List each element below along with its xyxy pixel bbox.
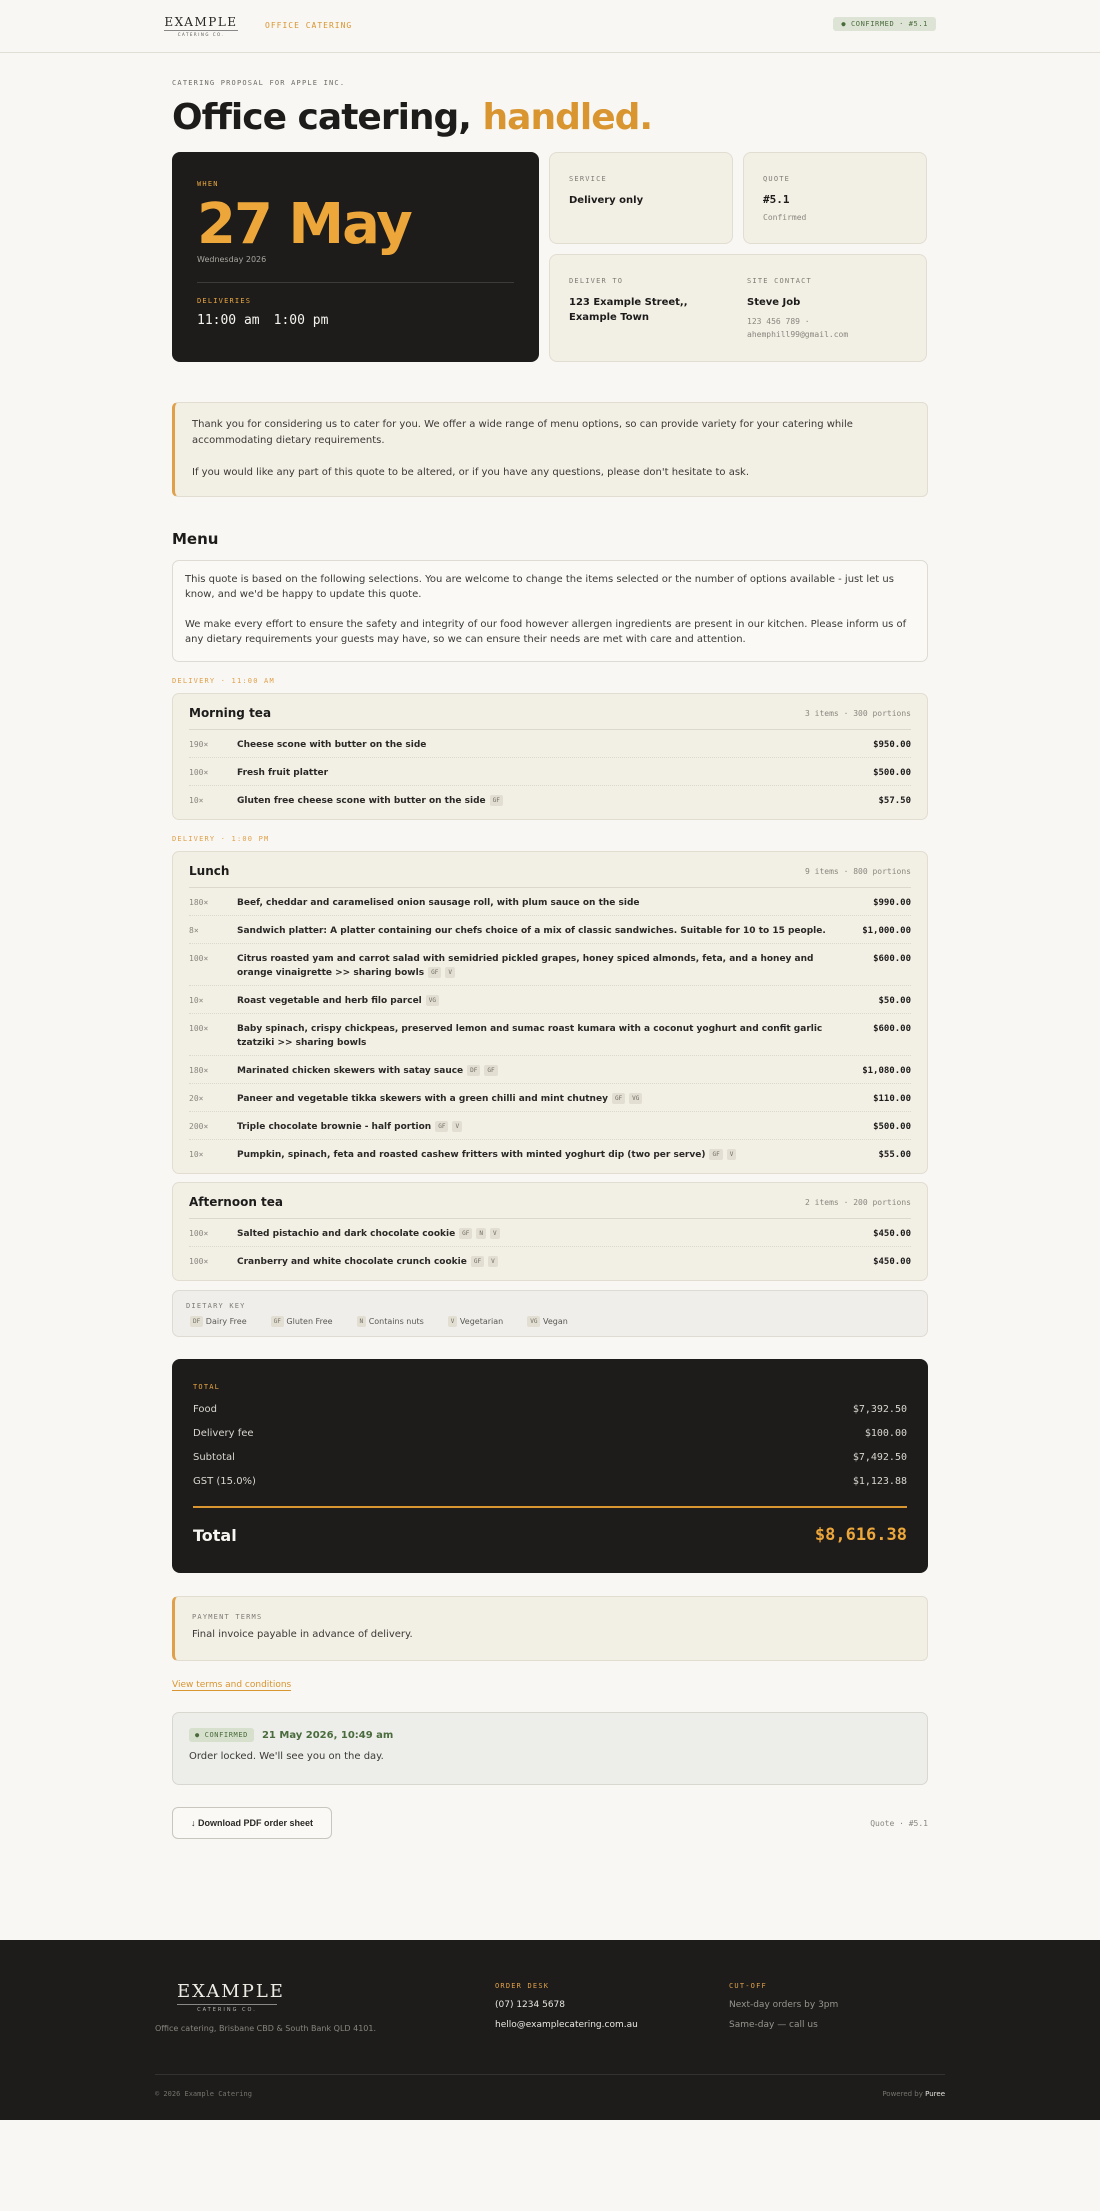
item-price: $500.00	[873, 768, 911, 778]
group-header	[189, 706, 911, 730]
dietary-tag: DF	[190, 1316, 203, 1327]
order-desk-label: ORDER DESK	[495, 1982, 550, 1990]
item-price: $57.50	[878, 796, 911, 806]
item-price: $55.00	[878, 1150, 911, 1160]
terms-link[interactable]: View terms and conditions	[172, 1680, 292, 1690]
dietary-tag: GF	[435, 1121, 448, 1132]
footer-logo-subline: CATERING CO.	[177, 2004, 277, 2013]
top-bar	[0, 0, 1100, 53]
quote-reference: Quote · #5.1	[870, 1818, 928, 1828]
item-name: Pumpkin, spinach, feta and roasted cashew fritters with minted yoghurt dip (two per serve)	[237, 1150, 706, 1160]
intro-message	[172, 402, 928, 497]
powered-by	[882, 2090, 945, 2098]
intro-paragraph: If you would like any part of this quote to be altered, or if you have any questions, please don't hesitate to ask.	[192, 467, 750, 478]
quote-number: #5.1	[763, 193, 790, 206]
total-line	[193, 1404, 907, 1415]
dietary-tag: GF	[709, 1149, 722, 1160]
summary-grid	[172, 152, 928, 362]
menu-item-row	[189, 730, 911, 758]
copyright: © 2026 Example Catering	[155, 2090, 252, 2098]
deliver-to-address: 123 Example Street,, Example Town	[569, 297, 688, 323]
dietary-key-label-text: Contains nuts	[368, 1317, 424, 1326]
dietary-key-item	[444, 1316, 503, 1327]
menu-item-row	[189, 786, 911, 813]
group-title: Lunch	[189, 864, 230, 878]
item-price: $1,080.00	[862, 1066, 911, 1076]
item-price: $450.00	[873, 1229, 911, 1239]
download-row	[172, 1807, 928, 1839]
item-name-cell	[237, 1227, 831, 1241]
dietary-key-label-text: Gluten Free	[286, 1317, 333, 1326]
dietary-tag: GF	[484, 1065, 497, 1076]
menu-item-row	[189, 916, 911, 944]
divider	[197, 282, 514, 283]
total-line-label: Delivery fee	[193, 1428, 254, 1439]
item-name-cell	[237, 1120, 831, 1134]
dietary-tag: VG	[527, 1316, 540, 1327]
order-desk-email[interactable]: hello@examplecatering.com.au	[495, 2020, 638, 2030]
order-desk-phone[interactable]: (07) 1234 5678	[495, 2000, 566, 2010]
item-name-cell	[237, 994, 831, 1008]
delivery-time: 11:00 am	[197, 313, 260, 328]
item-name: Marinated chicken skewers with satay sauce	[237, 1066, 464, 1076]
title-main: Office catering,	[172, 97, 471, 138]
item-name-cell	[237, 924, 831, 938]
item-price: $500.00	[873, 1122, 911, 1132]
site-contact-label: SITE CONTACT	[747, 277, 812, 285]
group-title: Afternoon tea	[189, 1195, 284, 1209]
footer-logo-wordmark: EXAMPLE	[177, 1981, 285, 2002]
event-weekday: Wednesday 2026	[197, 255, 267, 264]
menu-item-row	[189, 1112, 911, 1140]
order-desk	[495, 1982, 638, 2030]
proposal-eyebrow: CATERING PROPOSAL FOR APPLE INC.	[172, 79, 346, 87]
payment-terms-label: PAYMENT TERMS	[192, 1613, 263, 1621]
delivery-times	[197, 313, 514, 328]
status-badge: ● CONFIRMED · #5.1	[833, 17, 936, 31]
menu-item-row	[189, 1219, 911, 1247]
menu-item-row	[189, 1084, 911, 1112]
total-line	[193, 1476, 907, 1487]
dietary-tag: VG	[426, 995, 439, 1006]
item-name-cell	[237, 1092, 831, 1106]
logo-wordmark: EXAMPLE	[164, 15, 238, 29]
menu-item-row	[189, 1014, 911, 1056]
item-name: Sandwich platter: A platter containing our chefs choice of a mix of classic sandwiches. Suitable for 10 to 15 people.	[237, 926, 826, 936]
dietary-tag: N	[476, 1228, 486, 1239]
quote-status: Confirmed	[763, 213, 807, 222]
group-meta: 9 items · 800 portions	[805, 866, 911, 876]
item-qty: 200×	[189, 1122, 209, 1131]
confirmation-timestamp: 21 May 2026, 10:49 am	[261, 1729, 394, 1741]
total-line	[193, 1452, 907, 1463]
item-price: $600.00	[873, 1024, 911, 1034]
menu-heading: Menu	[172, 530, 219, 548]
menu-item-row	[189, 1247, 911, 1274]
dietary-key-label-text: Vegan	[543, 1317, 568, 1326]
deliver-to	[569, 277, 729, 341]
cutoff-line: Next-day orders by 3pm	[729, 2000, 839, 2010]
dietary-key-items	[186, 1316, 914, 1327]
grand-total-value: $8,616.38	[814, 1525, 907, 1545]
item-price: $450.00	[873, 1257, 911, 1267]
group-header	[189, 864, 911, 888]
item-name-cell	[237, 794, 831, 808]
when-card	[172, 152, 539, 362]
service-card	[549, 152, 733, 244]
confirmed-badge: ● CONFIRMED	[189, 1728, 254, 1742]
group-header	[189, 1195, 911, 1219]
powered-by-link[interactable]: Puree	[925, 2090, 945, 2098]
grand-total-label: Total	[193, 1525, 237, 1545]
dietary-tag: GF	[490, 795, 503, 806]
dietary-tag: GF	[471, 1256, 484, 1267]
title-accent: handled.	[482, 97, 653, 138]
when-label: WHEN	[197, 180, 219, 188]
total-line-label: Food	[193, 1404, 217, 1415]
total-line	[193, 1428, 907, 1439]
download-pdf-button[interactable]: ↓ Download PDF order sheet	[172, 1807, 332, 1839]
payment-terms-text: Final invoice payable in advance of delivery.	[192, 1629, 413, 1640]
item-name: Cheese scone with butter on the side	[237, 740, 427, 750]
brand-logo[interactable]	[164, 16, 238, 37]
item-price: $600.00	[873, 954, 911, 964]
item-qty: 100×	[189, 1257, 209, 1266]
delivery-time: 1:00 pm	[273, 313, 329, 328]
item-name: Salted pistachio and dark chocolate cookie	[237, 1229, 456, 1239]
quote-card	[743, 152, 927, 244]
item-qty: 100×	[189, 1229, 209, 1238]
menu-item-row	[189, 1140, 911, 1167]
dietary-tag: N	[357, 1316, 367, 1327]
item-qty: 20×	[189, 1094, 204, 1103]
quote-label: QUOTE	[763, 175, 791, 183]
item-name-cell	[237, 1022, 831, 1050]
delivery-card	[549, 254, 927, 362]
item-qty: 10×	[189, 1150, 204, 1159]
dietary-tag: GF	[271, 1316, 284, 1327]
menu-item-row	[189, 944, 911, 986]
cutoff-info	[729, 1982, 838, 2030]
delivery-slot-label: DELIVERY · 1:00 PM	[172, 835, 270, 843]
event-date: 27 May	[197, 192, 411, 257]
dietary-key-item	[523, 1316, 568, 1327]
group-meta: 3 items · 300 portions	[805, 708, 911, 718]
grand-total	[193, 1525, 907, 1545]
item-name-cell	[237, 766, 831, 780]
intro-paragraph: Thank you for considering us to cater for you. We offer a wide range of menu options, so can provide variety for your catering while accommodating dietary requirements.	[192, 419, 853, 446]
deliver-to-label: DELIVER TO	[569, 277, 624, 285]
item-qty: 180×	[189, 1066, 209, 1075]
deliveries-label: DELIVERIES	[197, 297, 252, 305]
item-name: Fresh fruit platter	[237, 768, 329, 778]
dietary-key-label-text: Vegetarian	[459, 1317, 504, 1326]
item-name: Cranberry and white chocolate crunch cookie	[237, 1257, 467, 1267]
item-price: $950.00	[873, 740, 911, 750]
payment-terms	[172, 1596, 928, 1661]
dietary-tag: GF	[459, 1228, 472, 1239]
powered-by-prefix: Powered by	[882, 2090, 923, 2098]
dietary-key-item	[186, 1316, 247, 1327]
footer-divider	[155, 2074, 945, 2075]
footer-logo[interactable]	[177, 1981, 285, 2013]
item-qty: 8×	[189, 926, 199, 935]
item-price: $990.00	[873, 898, 911, 908]
dietary-tag: V	[490, 1228, 500, 1239]
dietary-tag: V	[448, 1316, 458, 1327]
total-line-value: $7,492.50	[852, 1452, 907, 1463]
item-name: Gluten free cheese scone with butter on the side	[237, 796, 486, 806]
item-price: $110.00	[873, 1094, 911, 1104]
item-name: Paneer and vegetable tikka skewers with a green chilli and mint chutney	[237, 1094, 608, 1104]
dietary-key-item	[267, 1316, 333, 1327]
delivery-slot-label: DELIVERY · 11:00 AM	[172, 677, 275, 685]
item-name: Beef, cheddar and caramelised onion sausage roll, with plum sauce on the side	[237, 898, 640, 908]
cutoff-line: Same-day — call us	[729, 2020, 818, 2030]
service-value: Delivery only	[569, 195, 644, 206]
dietary-tag: GF	[428, 967, 441, 978]
item-qty: 180×	[189, 898, 209, 907]
menu-item-row	[189, 758, 911, 786]
total-line-value: $7,392.50	[852, 1404, 907, 1415]
logo-subline: CATERING CO.	[164, 30, 238, 37]
total-line-label: Subtotal	[193, 1452, 235, 1463]
item-name-cell	[237, 1064, 831, 1078]
site-contact-details: 123 456 789 · ahemphill99@gmail.com	[747, 317, 849, 339]
cutoff-label: CUT-OFF	[729, 1982, 767, 1990]
dietary-tag: V	[445, 967, 455, 978]
item-price: $1,000.00	[862, 926, 911, 936]
item-qty: 100×	[189, 768, 209, 777]
menu-item-row	[189, 1056, 911, 1084]
dietary-key-label-text: Dairy Free	[205, 1317, 247, 1326]
dietary-key-item	[353, 1316, 424, 1327]
dietary-key	[172, 1290, 928, 1337]
footer	[0, 1940, 1100, 2120]
item-name: Triple chocolate brownie - half portion	[237, 1122, 432, 1132]
menu-info	[172, 560, 928, 662]
footer-tagline: Office catering, Brisbane CBD & South Bank QLD 4101.	[155, 2024, 377, 2033]
dietary-tag: VG	[629, 1093, 642, 1104]
item-price: $50.00	[878, 996, 911, 1006]
dietary-tag: V	[488, 1256, 498, 1267]
item-qty: 10×	[189, 996, 204, 1005]
dietary-tag: DF	[467, 1065, 480, 1076]
dietary-tag: V	[452, 1121, 462, 1132]
main-content	[172, 79, 928, 1839]
menu-group-morning-tea	[172, 693, 928, 820]
menu-item-row	[189, 888, 911, 916]
item-qty: 190×	[189, 740, 209, 749]
confirmation-panel	[172, 1712, 928, 1785]
total-label: TOTAL	[193, 1383, 221, 1391]
item-name-cell	[237, 1148, 831, 1162]
site-contact-name: Steve Job	[747, 297, 801, 308]
service-label: SERVICE	[569, 175, 607, 183]
menu-item-row	[189, 986, 911, 1014]
total-line-label: GST (15.0%)	[193, 1476, 256, 1487]
total-divider	[193, 1506, 907, 1508]
dietary-tag: V	[727, 1149, 737, 1160]
item-name: Baby spinach, crispy chickpeas, preserved lemon and sumac roast kumara with a coconut yoghurt and confit garlic tzatziki >> sharing bowls	[237, 1024, 823, 1048]
menu-group-lunch	[172, 851, 928, 1174]
item-name: Citrus roasted yam and carrot salad with semidried pickled grapes, honey spiced almonds, feta, and a honey and orange vinaigrette >> sharing bowls	[237, 954, 814, 978]
item-name-cell	[237, 896, 831, 910]
item-qty: 100×	[189, 954, 209, 963]
item-qty: 10×	[189, 796, 204, 805]
menu-info-paragraph: We make every effort to ensure the safety and integrity of our food however allergen ingredients are present in our kitchen. Please inform us of any dietary requirements your guests may have, so we can ensure their needs are met with care and attention.	[185, 619, 907, 645]
item-name-cell	[237, 952, 831, 980]
confirmation-message: Order locked. We'll see you on the day.	[189, 1751, 384, 1762]
dietary-key-label: DIETARY KEY	[186, 1302, 246, 1310]
site-contact	[747, 277, 907, 341]
total-card	[172, 1359, 928, 1573]
dietary-tag: GF	[612, 1093, 625, 1104]
total-line-value: $1,123.88	[852, 1476, 907, 1487]
item-name-cell	[237, 738, 831, 752]
page-title	[172, 96, 928, 140]
group-meta: 2 items · 200 portions	[805, 1197, 911, 1207]
item-qty: 100×	[189, 1024, 209, 1033]
item-name: Roast vegetable and herb filo parcel	[237, 996, 422, 1006]
nav-office-catering[interactable]: OFFICE CATERING	[265, 21, 353, 30]
confirmation-header	[189, 1728, 911, 1742]
item-name-cell	[237, 1255, 831, 1269]
menu-info-paragraph: This quote is based on the following selections. You are welcome to change the items selected or the number of options available - just let us know, and we'd be happy to update this quote.	[185, 574, 894, 600]
group-title: Morning tea	[189, 706, 272, 720]
total-line-value: $100.00	[864, 1428, 907, 1439]
menu-group-afternoon-tea	[172, 1182, 928, 1281]
